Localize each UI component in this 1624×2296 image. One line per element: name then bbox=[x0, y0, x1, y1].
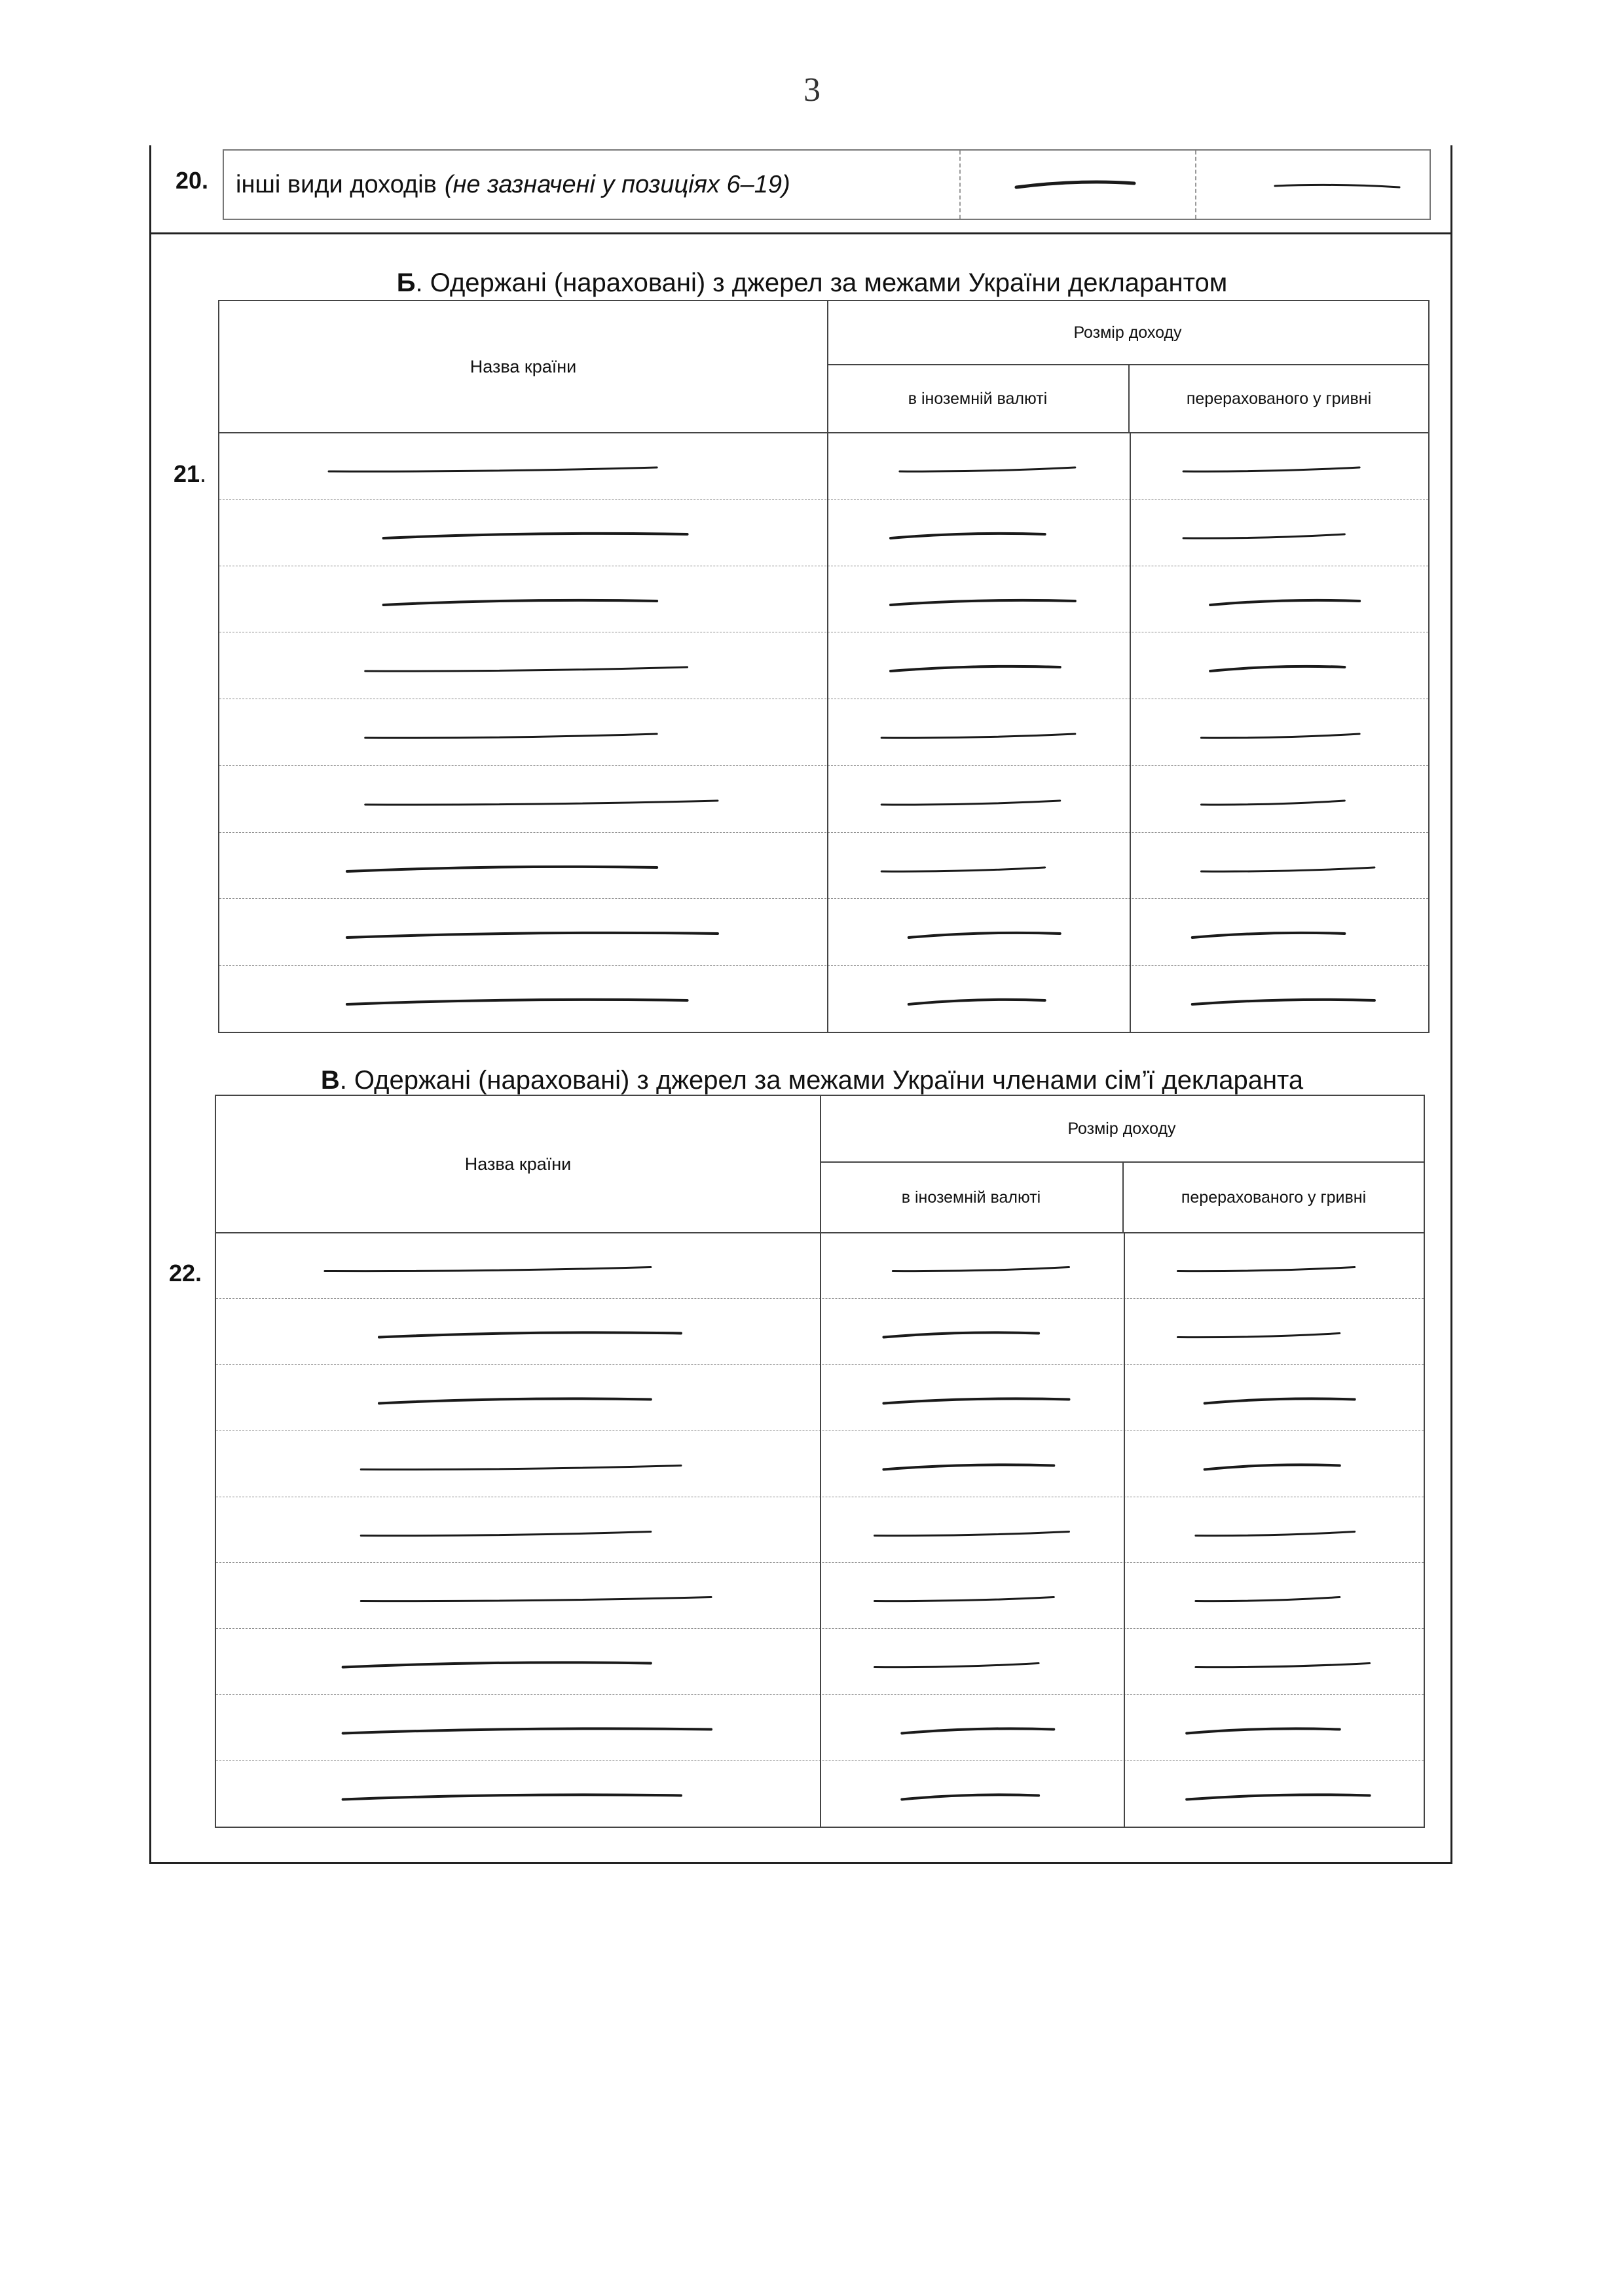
section-b-cell-dash bbox=[219, 499, 827, 566]
section-b-letter: Б bbox=[396, 268, 416, 297]
row-20-box bbox=[223, 149, 1431, 220]
section-b-header-country: Назва країни bbox=[219, 301, 828, 432]
section-c-cell-dash bbox=[820, 1760, 1124, 1827]
section-b-cell-dash bbox=[827, 432, 1130, 499]
section-c-cell-dash bbox=[216, 1364, 820, 1430]
row-20-uah-cell bbox=[1196, 151, 1430, 219]
section-b-cell-dash bbox=[827, 499, 1130, 566]
section-b-header-income: Розмір доходу bbox=[827, 301, 1428, 365]
section-c-cell-dash bbox=[820, 1562, 1124, 1628]
section-b-table-row bbox=[219, 499, 1428, 566]
section-b-table-row bbox=[219, 965, 1428, 1032]
section-b-cell-dash bbox=[827, 699, 1130, 765]
section-b-cell-dash bbox=[219, 832, 827, 899]
row-20-dash-uah bbox=[1196, 151, 1430, 219]
section-b-column-divider bbox=[827, 432, 828, 1032]
section-c-cell-dash bbox=[1124, 1497, 1424, 1563]
row-20-number: 20. bbox=[175, 167, 209, 194]
section-c-cell-dash bbox=[216, 1694, 820, 1760]
section-b-cell-dash bbox=[219, 566, 827, 632]
section-c-table bbox=[215, 1095, 1425, 1828]
section-b-cell-dash bbox=[219, 632, 827, 699]
section-b-table-row bbox=[219, 432, 1428, 500]
row-22-number: 22. bbox=[169, 1260, 202, 1286]
row-20-dash-foreign bbox=[961, 151, 1196, 219]
section-b-table-row bbox=[219, 566, 1428, 633]
row-20-foreign-cell bbox=[961, 151, 1196, 219]
section-b-cell-dash bbox=[827, 632, 1130, 699]
section-b-cell-dash bbox=[219, 765, 827, 832]
section-c-cell-dash bbox=[216, 1562, 820, 1628]
section-b-cell-dash bbox=[1130, 432, 1428, 499]
section-c-cell-dash bbox=[216, 1760, 820, 1827]
row-20-label-cell bbox=[224, 151, 961, 219]
section-b-table-row bbox=[219, 765, 1428, 833]
row-21-number: 21. bbox=[174, 460, 207, 487]
section-b-title: . Одержані (нараховані) з джерел за межами України декларантом bbox=[415, 268, 1228, 297]
section-b-table-row bbox=[219, 699, 1428, 766]
section-b-cell-dash bbox=[827, 898, 1130, 965]
section-c-header-country: Назва країни bbox=[216, 1096, 821, 1232]
section-c-title: . Одержані (нараховані) з джерел за межами України членами сім’ї декларанта bbox=[339, 1066, 1304, 1095]
section-c-cell-dash bbox=[820, 1694, 1124, 1760]
section-b-table-row bbox=[219, 832, 1428, 900]
section-b-cell-dash bbox=[827, 765, 1130, 832]
section-c-cell-dash bbox=[1124, 1364, 1424, 1430]
section-b-column-divider bbox=[1130, 432, 1131, 1032]
section-b-cell-dash bbox=[219, 699, 827, 765]
section-divider bbox=[149, 232, 1452, 234]
section-c-cell-dash bbox=[1124, 1430, 1424, 1497]
section-b-cell-dash bbox=[1130, 566, 1428, 632]
section-b-cell-dash bbox=[827, 832, 1130, 899]
section-c-header-foreign: в іноземній валюті bbox=[820, 1163, 1124, 1232]
row-20-note: (не зазначені у позиціях 6–19) bbox=[444, 170, 790, 198]
section-c-heading bbox=[0, 1066, 1624, 1095]
section-c-cell-dash bbox=[1124, 1694, 1424, 1760]
section-c-cell-dash bbox=[820, 1298, 1124, 1364]
section-b-cell-dash bbox=[219, 898, 827, 965]
section-c-header bbox=[216, 1096, 1424, 1233]
section-b-header-foreign: в іноземній валюті bbox=[827, 365, 1130, 432]
section-b-table bbox=[218, 300, 1430, 1033]
section-b-table-row bbox=[219, 632, 1428, 699]
section-b-cell-dash bbox=[827, 566, 1130, 632]
section-c-column-divider bbox=[820, 1232, 821, 1827]
section-c-letter: В bbox=[320, 1066, 340, 1095]
section-b-cell-dash bbox=[1130, 765, 1428, 832]
section-b-header-uah: перерахованого у гривні bbox=[1186, 389, 1372, 408]
section-b-cell-dash bbox=[219, 965, 827, 1032]
section-c-cell-dash bbox=[216, 1497, 820, 1563]
section-c-cell-dash bbox=[216, 1298, 820, 1364]
section-b-header bbox=[219, 301, 1428, 433]
section-c-cell-dash bbox=[820, 1497, 1124, 1563]
section-b-table-row bbox=[219, 898, 1428, 966]
section-c-cell-dash bbox=[1124, 1760, 1424, 1827]
section-b-cell-dash bbox=[827, 965, 1130, 1032]
section-c-cell-dash bbox=[1124, 1628, 1424, 1694]
section-b-cell-dash bbox=[1130, 898, 1428, 965]
section-c-cell-dash bbox=[820, 1628, 1124, 1694]
section-b-cell-dash bbox=[219, 432, 827, 499]
section-c-cell-dash bbox=[820, 1430, 1124, 1497]
row-20-label: інші види доходів bbox=[236, 170, 437, 198]
section-c-cell-dash bbox=[216, 1430, 820, 1497]
section-b-cell-dash bbox=[1130, 832, 1428, 899]
section-b-cell-dash bbox=[1130, 699, 1428, 765]
section-c-cell-dash bbox=[820, 1232, 1124, 1298]
section-c-cell-dash bbox=[1124, 1562, 1424, 1628]
section-b-heading bbox=[0, 268, 1624, 298]
page-number: 3 bbox=[803, 71, 821, 109]
section-c-column-divider bbox=[1124, 1232, 1125, 1827]
section-b-cell-dash bbox=[1130, 499, 1428, 566]
section-c-header-income: Розмір доходу bbox=[820, 1096, 1424, 1163]
section-c-cell-dash bbox=[820, 1364, 1124, 1430]
section-c-cell-dash bbox=[216, 1232, 820, 1298]
section-c-cell-dash bbox=[216, 1628, 820, 1694]
section-b-cell-dash bbox=[1130, 632, 1428, 699]
section-c-header-uah: перерахованого у гривні bbox=[1181, 1188, 1367, 1207]
section-c-cell-dash bbox=[1124, 1298, 1424, 1364]
section-b-cell-dash bbox=[1130, 965, 1428, 1032]
section-c-cell-dash bbox=[1124, 1232, 1424, 1298]
